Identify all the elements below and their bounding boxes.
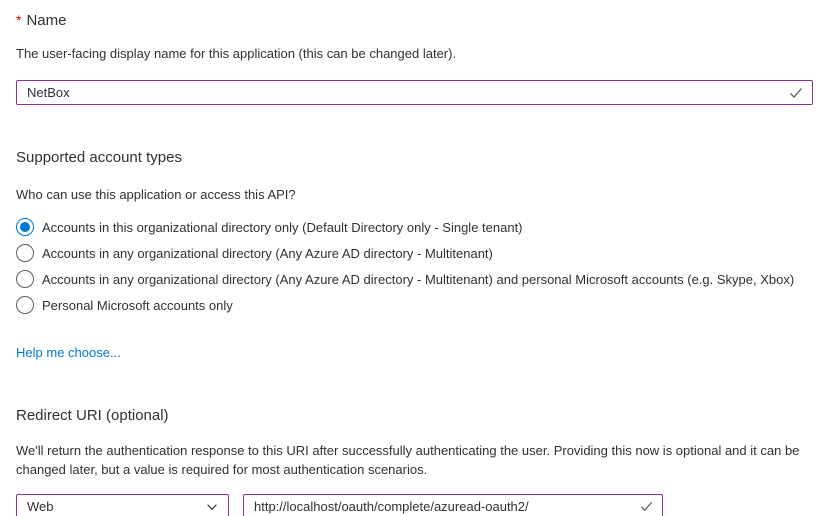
radio-option-single-tenant[interactable] [16,217,813,237]
chevron-down-icon [204,499,220,515]
checkmark-icon [638,499,654,515]
radio-selected-icon[interactable] [16,218,34,236]
platform-select[interactable] [16,494,229,516]
redirect-uri-input-container [243,494,663,516]
radio-unselected-icon[interactable] [16,296,34,314]
radio-option-multitenant[interactable] [16,243,813,263]
help-me-choose-link[interactable]: Help me choose... [16,345,121,360]
radio-option-personal-only[interactable] [16,295,813,315]
radio-option-label: Accounts in any organizational directory (Any Azure AD directory - Multitenant) [42,245,493,261]
account-types-question: Who can use this application or access this API? [16,187,296,202]
radio-unselected-icon[interactable] [16,270,34,288]
radio-option-label: Accounts in this organizational directory only (Default Directory only - Single tenant) [42,219,523,235]
platform-select-value: Web [27,499,54,514]
radio-option-label: Accounts in any organizational directory (Any Azure AD directory - Multitenant) and personal Microsoft accounts (e.g. Skype, Xbox) [42,271,795,287]
name-input-container [16,80,813,105]
account-types-heading: Supported account types [16,149,182,166]
name-section-heading [16,10,813,31]
account-types-radio-group [16,217,813,315]
name-label: Name [26,12,67,29]
radio-option-label: Personal Microsoft accounts only [42,297,233,313]
redirect-uri-heading: Redirect URI (optional) [16,407,169,424]
required-asterisk: * [16,12,22,28]
name-input[interactable] [17,81,788,104]
redirect-uri-row [16,494,813,516]
radio-unselected-icon[interactable] [16,244,34,262]
checkmark-icon [788,85,804,101]
radio-option-multitenant-personal[interactable] [16,269,813,289]
name-description: The user-facing display name for this application (this can be changed later). [16,46,457,61]
redirect-uri-input[interactable] [244,495,638,516]
redirect-uri-description: We'll return the authentication response to this URI after successfully authenticating the user. Providing this now is optional and it can be changed later, but a value is required for most authentication scenarios. [16,443,800,477]
